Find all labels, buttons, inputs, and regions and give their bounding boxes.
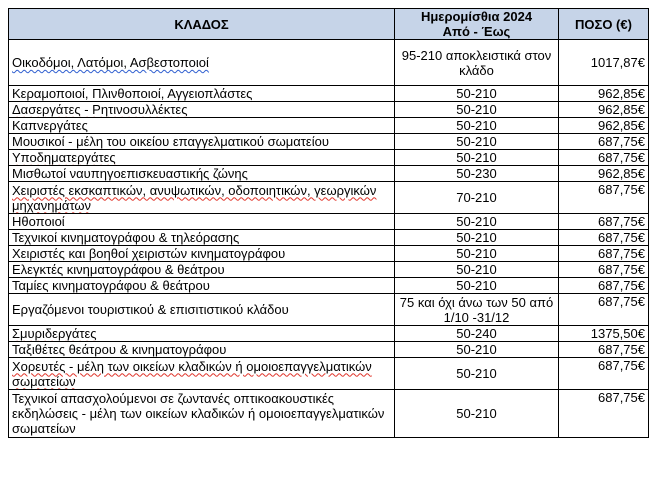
days-cell: 50-210 [395,230,559,246]
amount-cell: 1375,50€ [559,326,649,342]
branch-cell: Ταξιθέτες θεάτρου & κινηματογράφου [9,342,395,358]
branch-cell: Κεραμοποιοί, Πλινθοποιοί, Αγγειοπλάστες [9,86,395,102]
days-cell: 50-210 [395,262,559,278]
days-cell: 75 και όχι άνω των 50 από 1/10 -31/12 [395,294,559,326]
header-row [9,9,649,40]
days-cell: 70-210 [395,182,559,214]
table-row [9,262,649,278]
days-cell: 50-230 [395,166,559,182]
branch-cell: Καπνεργάτες [9,118,395,134]
branch-cell: Δασεργάτες - Ρητινοσυλλέκτες [9,102,395,118]
header-branch: ΚΛΑΔΟΣ [9,9,395,40]
table-row [9,358,649,390]
branch-cell: Χειριστές και βοηθοί χειριστών κινηματογράφου [9,246,395,262]
days-cell: 50-210 [395,278,559,294]
table-row [9,390,649,438]
branch-cell: Τεχνικοί κινηματογράφου & τηλεόρασης [9,230,395,246]
days-cell: 50-210 [395,118,559,134]
branch-cell: Τεχνικοί απασχολούμενοι σε ζωντανές οπτικοακουστικές εκδηλώσεις - μέλη των οικείων κλαδικών ή ομοιοεπαγγελματικών σωματείων [9,390,395,438]
table-row [9,40,649,86]
amount-cell: 962,85€ [559,102,649,118]
amount-cell: 687,75€ [559,358,649,390]
branch-cell: Μισθωτοί ναυπηγοεπισκευαστικής ζώνης [9,166,395,182]
days-cell: 50-210 [395,214,559,230]
amount-cell: 687,75€ [559,342,649,358]
branch-cell: Ελεγκτές κινηματογράφου & θεάτρου [9,262,395,278]
table-row [9,294,649,326]
table-row [9,246,649,262]
table-row [9,102,649,118]
table-row [9,278,649,294]
branch-cell: Μουσικοί - μέλη του οικείου επαγγελματικού σωματείου [9,134,395,150]
amount-cell: 687,75€ [559,278,649,294]
days-cell: 50-210 [395,150,559,166]
branch-cell: Ηθοποιοί [9,214,395,230]
amount-cell: 962,85€ [559,118,649,134]
header-days [395,9,559,40]
table-row [9,86,649,102]
table-row [9,326,649,342]
branch-cell: Οικοδόμοι, Λατόμοι, Ασβεστοποιοί [9,40,395,86]
days-cell: 50-210 [395,246,559,262]
table-row [9,342,649,358]
days-cell: 50-210 [395,134,559,150]
branch-cell: Υποδηματεργάτες [9,150,395,166]
branch-cell: Εργαζόμενοι τουριστικού & επισιτιστικού κλάδου [9,294,395,326]
days-cell: 50-210 [395,86,559,102]
table-row [9,214,649,230]
days-cell: 50-240 [395,326,559,342]
branch-cell: Χειριστές εκσκαπτικών, ανυψωτικών, οδοποιητικών, γεωργικών μηχανημάτων [9,182,395,214]
branch-cell: Χορευτές - μέλη των οικείων κλαδικών ή ομοιοεπαγγελματικών σωματείων [9,358,395,390]
days-cell: 50-210 [395,102,559,118]
table-row [9,230,649,246]
amount-cell: 687,75€ [559,246,649,262]
amount-cell: 687,75€ [559,134,649,150]
days-cell: 50-210 [395,342,559,358]
amount-cell: 687,75€ [559,262,649,278]
header-amount: ΠΟΣΟ (€) [559,9,649,40]
amount-cell: 687,75€ [559,390,649,438]
amount-cell: 962,85€ [559,166,649,182]
allowance-table [8,8,649,438]
amount-cell: 687,75€ [559,294,649,326]
table-row [9,166,649,182]
table-row [9,182,649,214]
amount-cell: 687,75€ [559,214,649,230]
days-cell: 50-210 [395,390,559,438]
header-days-line1: Ημερομίσθια 2024 [420,9,533,24]
table-row [9,150,649,166]
branch-cell: Σμυριδεργάτες [9,326,395,342]
amount-cell: 687,75€ [559,230,649,246]
header-days-line2: Από - Έως [442,24,511,39]
amount-cell: 687,75€ [559,150,649,166]
table-row [9,118,649,134]
branch-cell: Ταμίες κινηματογράφου & θεάτρου [9,278,395,294]
days-cell: 50-210 [395,358,559,390]
amount-cell: 962,85€ [559,86,649,102]
table-row [9,134,649,150]
amount-cell: 1017,87€ [559,40,649,86]
days-cell: 95-210 αποκλειστικά στον κλάδο [395,40,559,86]
amount-cell: 687,75€ [559,182,649,214]
